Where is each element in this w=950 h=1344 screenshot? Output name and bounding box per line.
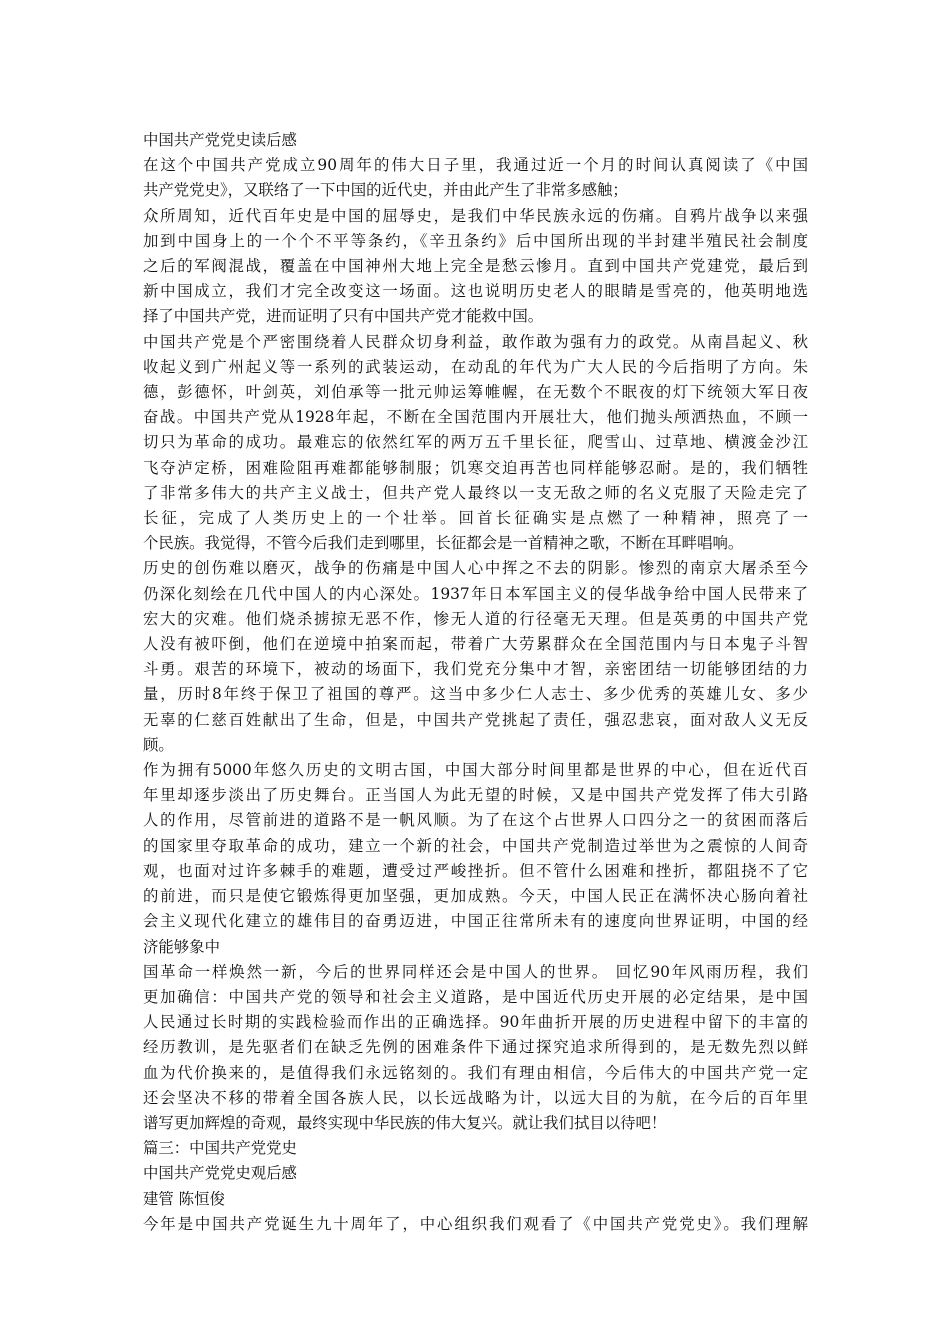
text-line: 了非常多伟大的共产主义战士，但共产党人最终以一支无敌之师的名义克服了天险走完了 [143,483,808,502]
text-line: 更加确信：中国共产党的领导和社会主义道路，是中国近代历史开展的必定结果，是中国 [143,987,808,1006]
text-line: 宏大的灾难。他们烧杀掳掠无恶不作，惨无人道的行径毫无天理。但是英勇的中国共产党 [143,609,808,628]
text-line: 今年是中国共产党诞生九十周年了，中心组织我们观看了《中国共产党党史》。我们理解 [143,1214,808,1233]
text-line: 在这个中国共产党成立90周年的伟大日子里，我通过近一个月的时间认真阅读了《中国 [143,156,808,175]
document-body [143,128,808,1237]
text-line: 仍深化刻绘在几代中国人的内心深处。1937年日本军国主义的侵华战争给中国人民带来了 [143,584,808,603]
text-line: 中国共产党是个严密围绕着人民群众切身利益，敢作敢为强有力的政党。从南昌起义、秋 [143,332,808,351]
text-line: 经历教训，是先驱者们在缺乏先例的困难条件下通过探究追求所得到的，是无数先烈以鲜 [143,1038,808,1057]
article-title: 中国共产党党史观后感 [143,1164,297,1183]
text-line: 无辜的仁慈百姓献出了生命，但是，中国共产党挑起了责任，强忍悲哀，面对敌人义无反 [143,710,808,729]
text-line: 众所周知，近代百年史是中国的屈辱史，是我们中华民族永远的伤痛。自鸦片战争以来强 [143,206,808,225]
text-line: 奋战。中国共产党从1928年起，不断在全国范围内开展壮大，他们抛头颅洒热血，不顾一 [143,408,808,427]
text-line: 之后的军阀混战，覆盖在中国神州大地上完全是愁云惨月。直到中国共产党建党，最后到 [143,257,808,276]
text-line: 长征，完成了人类历史上的一个壮举。回首长征确实是点燃了一种精神，照亮了一 [143,509,808,528]
text-line: 国革命一样焕然一新，今后的世界同样还会是中国人的世界。 回忆90年风雨历程，我们 [143,962,808,981]
text-line: 加到中国身上的一个个不平等条约，《辛丑条约》后中国所出现的半封建半殖民社会制度 [143,231,808,250]
text-line: 个民族。我觉得，不管今后我们走到哪里，长征都会是一首精神之歌，不断在耳畔唱响。 [143,534,744,553]
text-line: 人的作用，尽管前进的道路不是一帆风顺。为了在这个占世界人口四分之一的贫困而落后 [143,811,808,830]
text-line: 飞夺泸定桥，困难险阻再难都能够制服；饥寒交迫再苦也同样能够忍耐。是的，我们牺牲 [143,458,808,477]
text-line: 历史的创伤难以磨灭，战争的伤痛是中国人心中挥之不去的阴影。惨烈的南京大屠杀至今 [143,559,808,578]
text-line: 人没有被吓倒，他们在逆境中拍案而起，带着广大劳累群众在全国范围内与日本鬼子斗智 [143,635,808,654]
text-line: 择了中国共产党，进而证明了只有中国共产党才能救中国。 [143,307,544,326]
text-line: 还会坚决不移的带着全国各族人民，以长远战略为计，以远大目的为航，在今后的百年里 [143,1088,808,1107]
document-title: 中国共产党党史读后感 [143,131,297,149]
text-line: 年里却逐步淡出了历史舞台。正当国人为此无望的时候，又是中国共产党发挥了伟大引路 [143,786,808,805]
text-line: 量，历时8年终于保卫了祖国的尊严。这当中多少仁人志士、多少优秀的英雄儿女、多少 [143,685,808,704]
text-line: 的国家里夺取革命的成功，建立一个新的社会，中国共产党制造过举世为之震惊的人间奇 [143,836,808,855]
text-line: 作为拥有5000年悠久历史的文明古国，中国大部分时间里都是世界的中心，但在近代百 [143,761,808,780]
text-line: 观，也面对过许多棘手的难题，遭受过严峻挫折。但不管什么困难和挫折，都阻挠不了它 [143,861,808,880]
text-line: 血为代价换来的，是值得我们永远铭刻的。我们有理由相信，今后伟大的中国共产党一定 [143,1063,808,1082]
text-line: 会主义现代化建立的雄伟目的奋勇迈进，中国正往常所未有的速度向世界证明，中国的经 [143,912,808,931]
text-line: 新中国成立，我们才完全改变这一场面。这也说明历史老人的眼睛是雪亮的，他英明地选 [143,282,808,301]
text-line: 斗勇。艰苦的环境下，被动的场面下，我们党充分集中才智，亲密团结一切能够团结的力 [143,660,808,679]
text-line: 收起义到广州起义等一系列的武装运动，在动乱的年代为广大人民的今后指明了方向。朱 [143,357,808,376]
text-line: 顾。 [143,735,174,754]
text-line: 人民通过长时期的实践检验而作出的正确选择。90年曲折开展的历史进程中留下的丰富的 [143,1013,808,1032]
text-line: 谱写更加辉煌的奇观，最终实现中华民族的伟大复兴。就让我们拭目以待吧！ [143,1113,667,1132]
text-line: 济能够象中 [143,937,220,956]
text-line: 切只为革命的成功。最难忘的依然红军的两万五千里长征，爬雪山、过草地、横渡金沙江 [143,433,808,452]
text-line: 德，彭德怀，叶剑英，刘伯承等一批元帅运筹帷幄，在无数个不眠夜的灯下统领大军日夜 [143,383,808,402]
text-line: 共产党党史》，又联络了一下中国的近代史，并由此产生了非常多感触； [143,181,628,200]
section-heading: 篇三：中国共产党党史 [143,1139,297,1158]
author-line: 建管 陈恒俊 [143,1189,225,1208]
text-line: 的前进，而只是使它锻炼得更加坚强，更加成熟。今天，中国人民正在满怀决心肠向着社 [143,887,808,906]
